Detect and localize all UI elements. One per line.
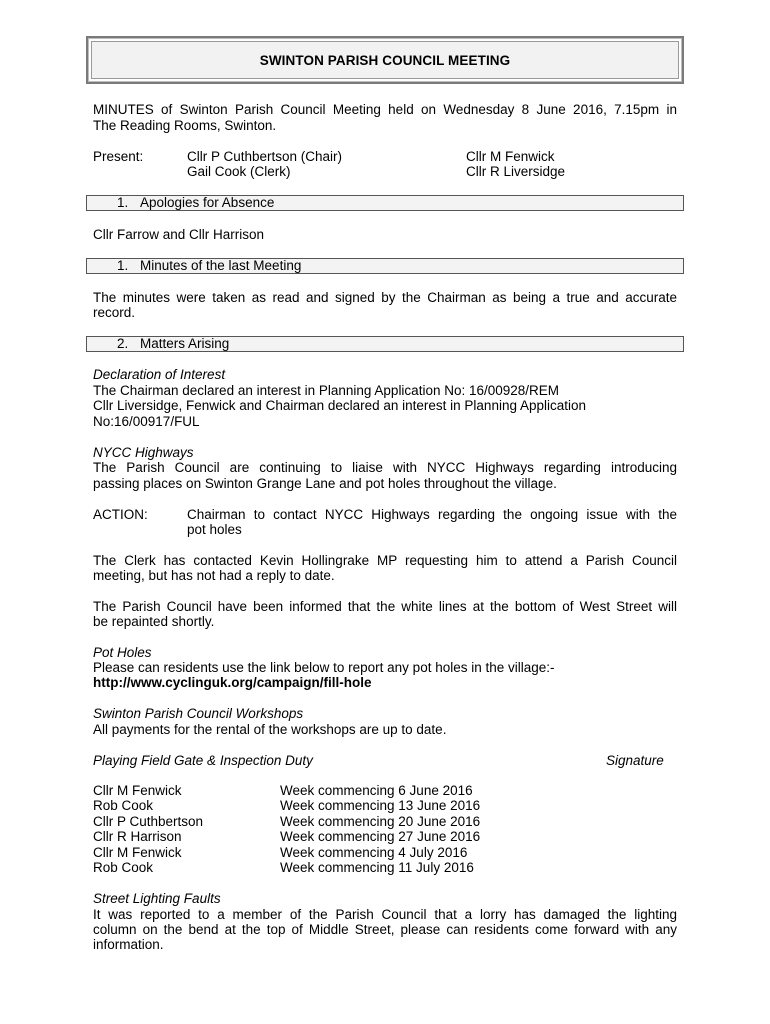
duty-name: Rob Cook: [93, 798, 154, 813]
apologies-text: Cllr Farrow and Cllr Harrison: [93, 227, 265, 242]
intro-line-2: The Reading Rooms, Swinton.: [93, 118, 277, 133]
section-header-minutes: [86, 258, 684, 274]
clerk-line-1: The Clerk has contacted Kevin Hollingrake MP requesting him to attend a Parish Council: [93, 553, 677, 568]
page-title: SWINTON PARISH COUNCIL MEETING: [259, 52, 511, 68]
title-box: [86, 36, 684, 84]
section-number: 1.: [117, 195, 129, 210]
action-line-1: Chairman to contact NYCC Highways regarding the ongoing issue with the: [187, 507, 677, 522]
present-left-1: Cllr P Cuthbertson (Chair): [187, 149, 343, 164]
action-line-2: pot holes: [187, 522, 242, 537]
duty-week: Week commencing 27 June 2016: [280, 829, 481, 844]
minutes-line-1: The minutes were taken as read and signed by the Chairman as being a true and accurate: [93, 290, 677, 305]
white-lines-line-1: The Parish Council have been informed that the white lines at the bottom of West Street will: [93, 599, 677, 614]
section-header-apologies: [86, 195, 684, 211]
duty-week: Week commencing 20 June 2016: [280, 814, 481, 829]
pot-holes-line-1: Please can residents use the link below to report any pot holes in the village:-: [93, 660, 555, 675]
duty-name: Cllr M Fenwick: [93, 783, 182, 798]
workshops-heading: Swinton Parish Council Workshops: [93, 706, 304, 721]
section-title: Minutes of the last Meeting: [140, 258, 302, 273]
declaration-line-3: No:16/00917/FUL: [93, 414, 200, 429]
highways-heading: NYCC Highways: [93, 445, 194, 460]
section-title: Matters Arising: [140, 336, 230, 351]
intro-line-1: MINUTES of Swinton Parish Council Meeting held on Wednesday 8 June 2016, 7.15pm in: [93, 102, 677, 117]
declaration-line-2: Cllr Liversidge, Fenwick and Chairman declared an interest in Planning Application: [93, 398, 587, 413]
section-header-matters: [86, 336, 684, 352]
section-number: 1.: [117, 258, 129, 273]
section-title: Apologies for Absence: [140, 195, 275, 210]
duty-name: Cllr R Harrison: [93, 829, 182, 844]
duty-week: Week commencing 11 July 2016: [280, 860, 474, 875]
white-lines-line-2: be repainted shortly.: [93, 614, 215, 629]
duty-week: Week commencing 13 June 2016: [280, 798, 481, 813]
section-number: 2.: [117, 336, 129, 351]
street-lighting-heading: Street Lighting Faults: [93, 891, 221, 906]
duty-name: Cllr P Cuthbertson: [93, 814, 204, 829]
street-lighting-line-2: column on the bend at the top of Middle Street, please can residents come forward with any: [93, 922, 677, 937]
present-left-2: Gail Cook (Clerk): [187, 164, 291, 179]
duty-name: Cllr M Fenwick: [93, 845, 182, 860]
declaration-line-1: The Chairman declared an interest in Planning Application No: 16/00928/REM: [93, 383, 560, 398]
present-label: Present:: [93, 149, 144, 164]
clerk-line-2: meeting, but has not had a reply to date.: [93, 568, 335, 583]
minutes-line-2: record.: [93, 305, 136, 320]
signature-header: Signature: [606, 753, 664, 768]
present-right-1: Cllr M Fenwick: [466, 149, 555, 164]
duty-week: Week commencing 4 July 2016: [280, 845, 468, 860]
duty-heading: Playing Field Gate & Inspection Duty: [93, 753, 313, 768]
present-right-2: Cllr R Liversidge: [466, 164, 566, 179]
street-lighting-line-1: It was reported to a member of the Parish Council that a lorry has damaged the lighting: [93, 907, 677, 922]
declaration-heading: Declaration of Interest: [93, 367, 226, 382]
pot-holes-link[interactable]: http://www.cyclinguk.org/campaign/fill-hole: [93, 675, 372, 690]
workshops-line-1: All payments for the rental of the workshops are up to date.: [93, 722, 447, 737]
duty-name: Rob Cook: [93, 860, 154, 875]
duty-week: Week commencing 6 June 2016: [280, 783, 473, 798]
pot-holes-heading: Pot Holes: [93, 645, 152, 660]
highways-line-1: The Parish Council are continuing to liaise with NYCC Highways regarding introducing: [93, 460, 677, 475]
action-label: ACTION:: [93, 507, 148, 522]
street-lighting-line-3: information.: [93, 937, 164, 952]
highways-line-2: passing places on Swinton Grange Lane and pot holes throughout the village.: [93, 476, 557, 491]
